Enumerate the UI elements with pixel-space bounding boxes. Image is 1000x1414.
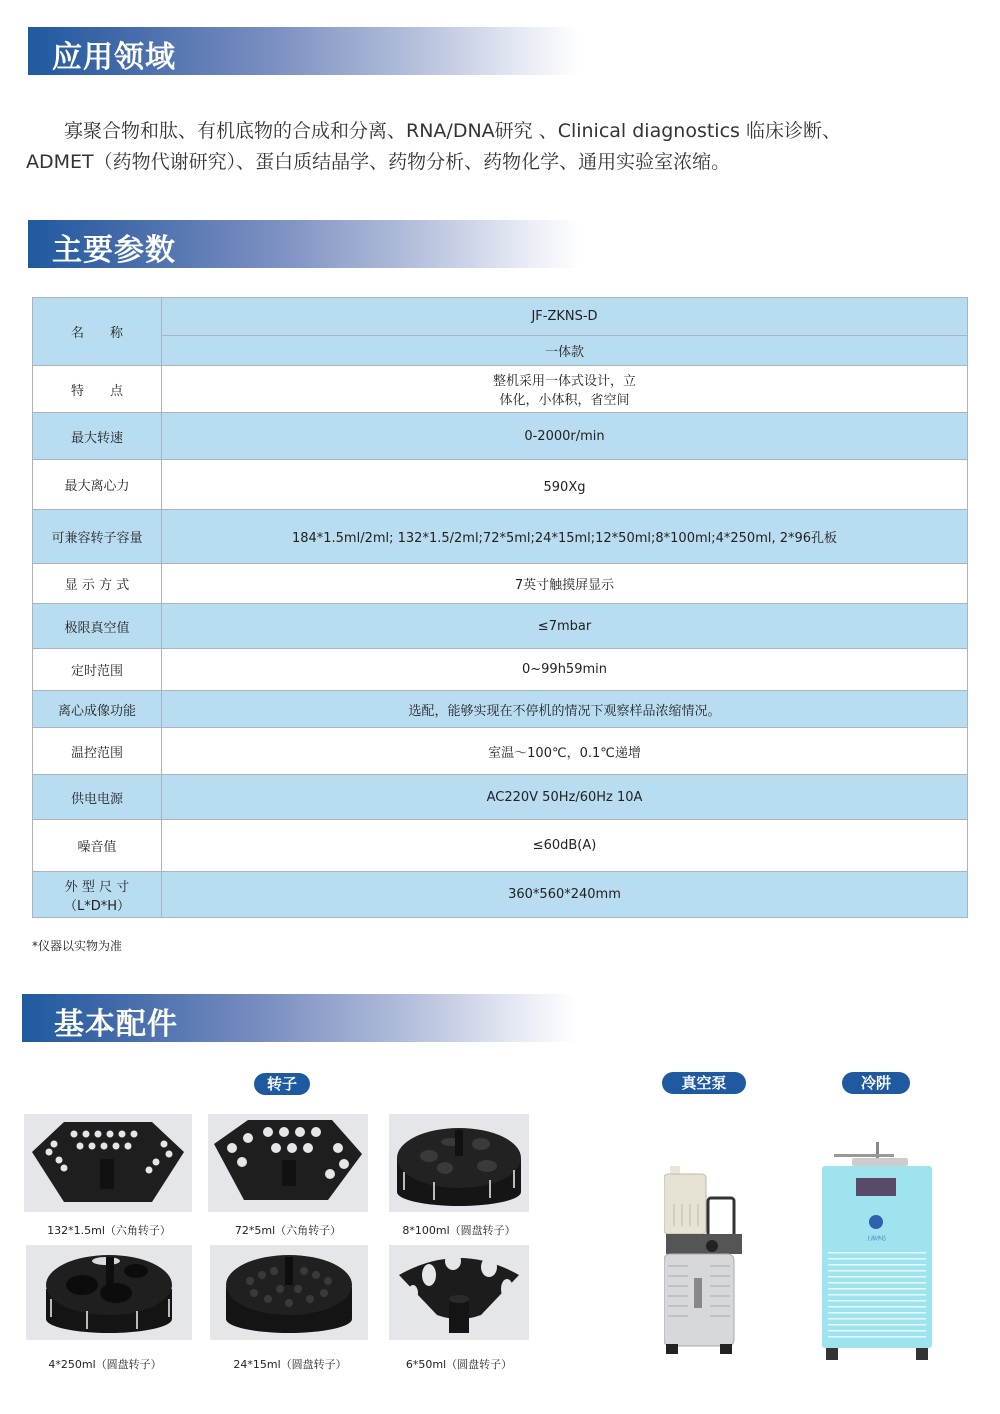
spec-value: ≤7mbar xyxy=(162,604,968,649)
table-row xyxy=(33,366,968,413)
rotor-tag: 转子 xyxy=(254,1073,310,1095)
rotor-photo-disc-250 xyxy=(26,1245,192,1340)
spec-value: 7英寸触摸屏显示 xyxy=(162,564,968,604)
table-row xyxy=(33,820,968,872)
disc-rotor-icon xyxy=(210,1245,368,1340)
spec-label: 显 示 方 式 xyxy=(33,564,162,604)
spec-value: 室温～100℃，0.1℃递增 xyxy=(162,728,968,775)
section-title: 基本配件 xyxy=(54,1007,178,1042)
disc-rotor-icon xyxy=(26,1245,192,1340)
intro-line-1: 寡聚合物和肽、有机底物的合成和分离、RNA/DNA研究 、Clinical diagnostics 临床诊断、 xyxy=(64,120,841,142)
cold-trap-tag: 冷阱 xyxy=(842,1072,910,1094)
section-title: 主要参数 xyxy=(52,233,176,268)
table-row xyxy=(33,775,968,820)
spec-label: 最大离心力 xyxy=(33,460,162,510)
spec-label-name: 名 称 xyxy=(33,298,162,366)
cold-trap-photo xyxy=(820,1142,936,1360)
spec-label: 最大转速 xyxy=(33,413,162,460)
spec-value: AC220V 50Hz/60Hz 10A xyxy=(162,775,968,820)
table-row xyxy=(33,728,968,775)
table-row xyxy=(33,564,968,604)
section-header-params xyxy=(28,220,580,268)
disc-rotor-icon xyxy=(389,1114,529,1212)
rotor-caption: 132*1.5ml（六角转子） xyxy=(47,1224,171,1237)
spec-value: 184*1.5ml/2ml; 132*1.5/2ml;72*5ml;24*15ml;12*50ml;8*100ml;4*250ml, 2*96孔板 xyxy=(162,510,968,564)
intro-line-2: ADMET（药物代谢研究）、蛋白质结晶学、药物分析、药物化学、通用实验室浓缩。 xyxy=(26,151,731,173)
section-title: 应用领域 xyxy=(52,40,176,75)
vacuum-pump-photo xyxy=(664,1162,744,1358)
vacuum-pump-tag: 真空泵 xyxy=(662,1072,746,1094)
spec-value xyxy=(162,366,968,413)
cold-trap-icon xyxy=(820,1142,936,1360)
spec-model: JF-ZKNS-D xyxy=(162,298,968,336)
table-row xyxy=(33,413,968,460)
table-row xyxy=(33,460,968,510)
table-row xyxy=(33,691,968,728)
rotor-photo-disc-100 xyxy=(389,1114,529,1212)
spec-label: 定时范围 xyxy=(33,649,162,691)
table-row xyxy=(33,510,968,564)
spec-label-line: 外 型 尺 寸 xyxy=(64,879,130,895)
rotor-photo-disc-15 xyxy=(210,1245,368,1340)
spec-value: ≤60dB(A) xyxy=(162,820,968,872)
table-row xyxy=(33,604,968,649)
rotor-photo-hex-132 xyxy=(24,1114,192,1212)
spec-value-line: 体化，小体积，省空间 xyxy=(499,393,630,408)
hex-rotor-icon xyxy=(24,1114,192,1212)
disclaimer-note: *仪器以实物为准 xyxy=(32,939,123,953)
spec-value: 选配，能够实现在不停机的情况下观察样品浓缩情况。 xyxy=(162,691,968,728)
section-header-application xyxy=(28,27,580,75)
spec-value: 0-2000r/min xyxy=(162,413,968,460)
spec-value: 360*560*240mm xyxy=(162,872,968,918)
vacuum-pump-icon xyxy=(664,1162,744,1358)
spec-label: 供电电源 xyxy=(33,775,162,820)
spec-value: 0~99h59min xyxy=(162,649,968,691)
rotor-caption: 24*15ml（圆盘转子） xyxy=(233,1358,347,1371)
brand-text: 上海净芯 xyxy=(865,1236,887,1242)
table-row xyxy=(33,872,968,918)
spec-label: 特 点 xyxy=(33,366,162,413)
spec-label: 温控范围 xyxy=(33,728,162,775)
rotor-caption: 8*100ml（圆盘转子） xyxy=(402,1224,516,1237)
spec-label: 可兼容转子容量 xyxy=(33,510,162,564)
rotor-caption: 4*250ml（圆盘转子） xyxy=(48,1358,162,1371)
spec-label xyxy=(33,872,162,918)
spec-value: 590Xg xyxy=(162,460,968,510)
hex-rotor-icon xyxy=(208,1114,368,1212)
spec-label: 离心成像功能 xyxy=(33,691,162,728)
rotor-photo-hex-72 xyxy=(208,1114,368,1212)
spec-value-line: 整机采用一体式设计，立 xyxy=(492,374,636,389)
spec-label: 噪音值 xyxy=(33,820,162,872)
rotor-photo-bowl-50 xyxy=(389,1245,529,1340)
spec-label: 极限真空值 xyxy=(33,604,162,649)
spec-label-line: （L*D*H） xyxy=(63,898,131,914)
spec-variant: 一体款 xyxy=(162,336,968,366)
section-header-accessories xyxy=(22,994,577,1042)
application-text xyxy=(26,116,966,178)
table-row xyxy=(33,649,968,691)
rotor-caption: 6*50ml（圆盘转子） xyxy=(405,1358,513,1371)
spec-table xyxy=(32,297,968,918)
rotor-caption: 72*5ml（六角转子） xyxy=(234,1224,342,1237)
bowl-rotor-icon xyxy=(389,1245,529,1340)
